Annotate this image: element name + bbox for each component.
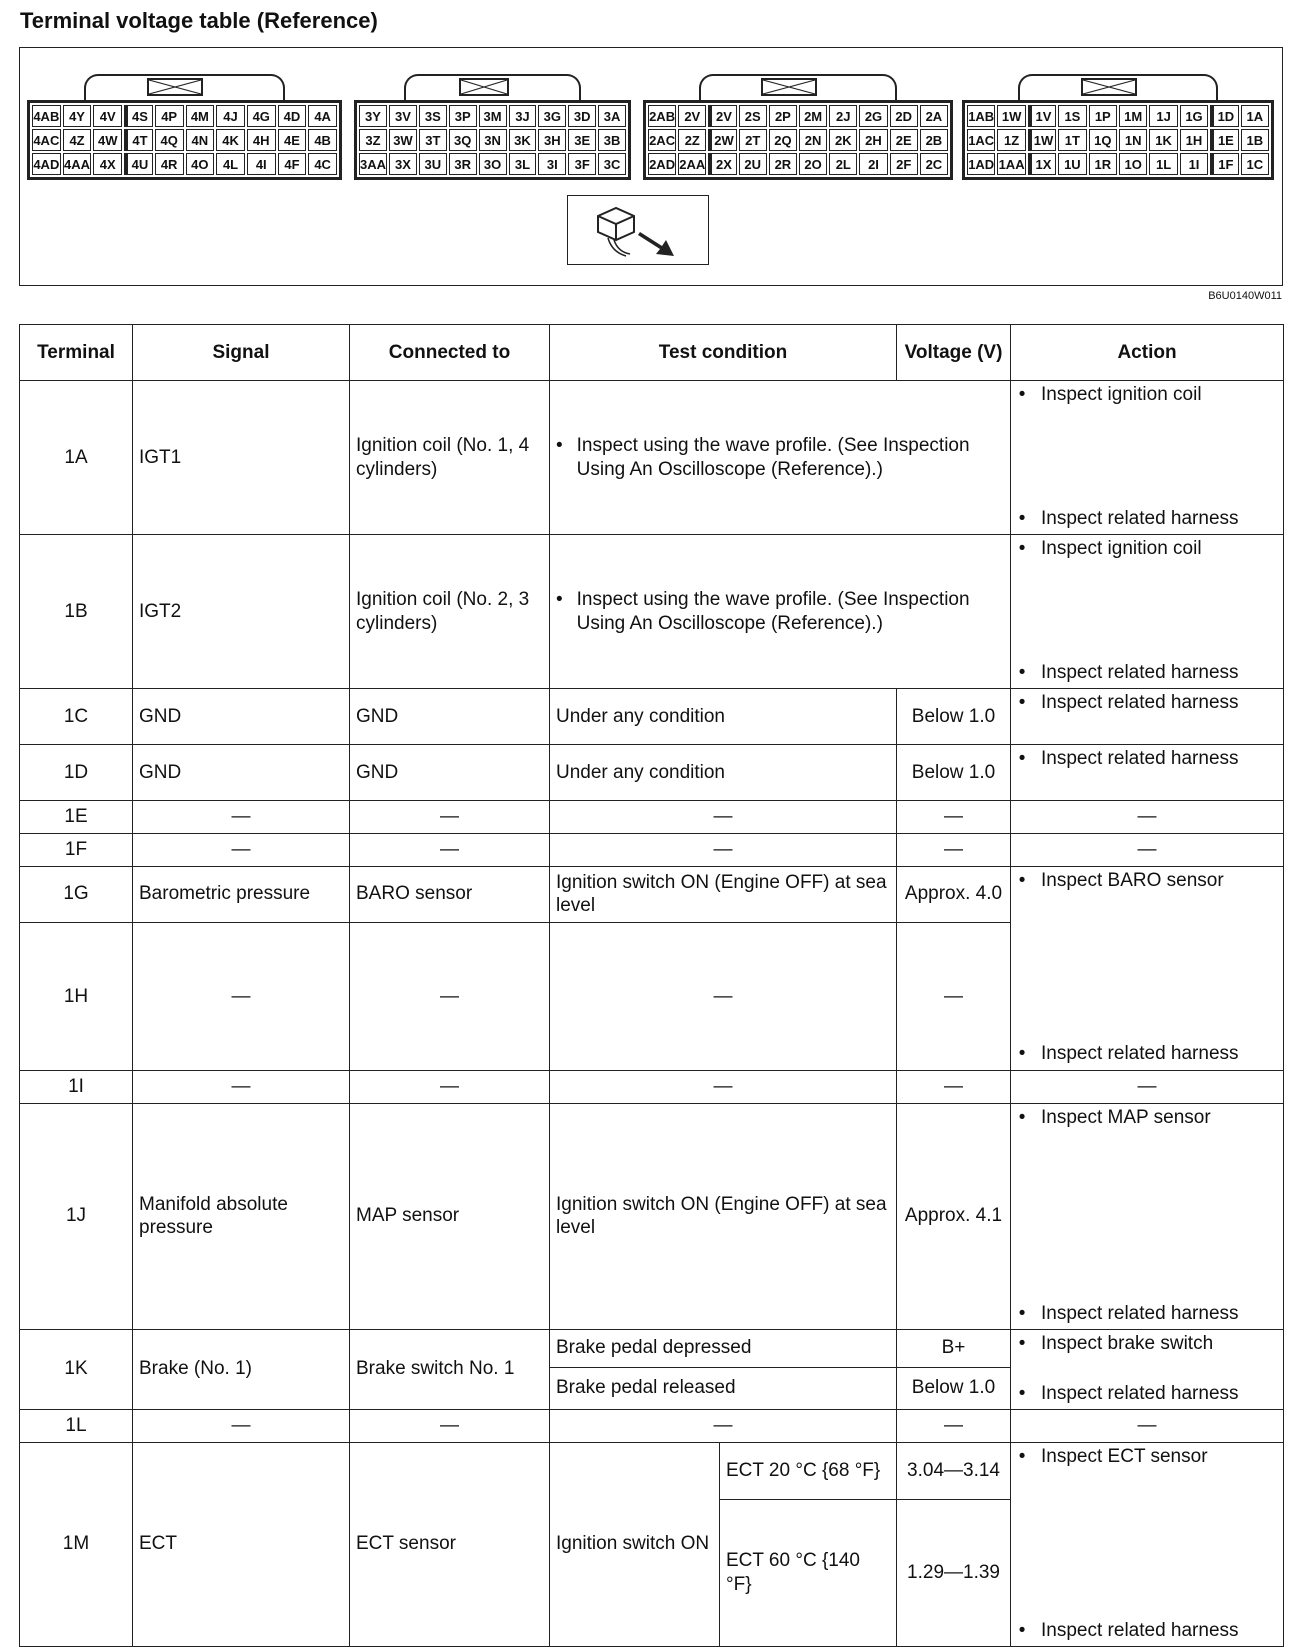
- test-cell: Under any condition: [550, 689, 897, 745]
- terminal-cell: 1L: [20, 1409, 133, 1442]
- pin-3P: 3P: [449, 105, 477, 127]
- pin-4P: 4P: [155, 105, 184, 127]
- signal-cell: GND: [133, 689, 350, 745]
- pin-2A: 2A: [920, 105, 948, 127]
- pin-1AD: 1AD: [967, 153, 995, 175]
- connector-1: [962, 100, 1274, 180]
- pin-4T: 4T: [124, 129, 153, 151]
- action-text: • Inspect ignition coil: [1041, 384, 1202, 405]
- pin-2V: 2V: [708, 105, 736, 127]
- action-cell: [1011, 866, 1284, 1071]
- pin-1Z: 1Z: [997, 129, 1025, 151]
- action-cell: [1011, 1329, 1284, 1409]
- connected-cell: GND: [350, 689, 550, 745]
- pin-2N: 2N: [799, 129, 827, 151]
- pin-3H: 3H: [538, 129, 566, 151]
- test-text: • Inspect using the wave profile. (See Inspection Using An Oscilloscope (Reference).): [576, 434, 970, 480]
- action-text: • Inspect related harness: [1041, 508, 1239, 530]
- pin-3S: 3S: [419, 105, 447, 127]
- pin-4H: 4H: [247, 129, 276, 151]
- pin-1C: 1C: [1241, 153, 1269, 175]
- action-cell: —: [1011, 833, 1284, 866]
- header-voltage: Voltage (V): [897, 325, 1011, 381]
- header-terminal: Terminal: [20, 325, 133, 381]
- pin-1L: 1L: [1149, 153, 1177, 175]
- table-row: [20, 1329, 1284, 1367]
- pin-1AC: 1AC: [967, 129, 995, 151]
- pin-2P: 2P: [769, 105, 797, 127]
- pin-4W: 4W: [93, 129, 122, 151]
- pin-3L: 3L: [509, 153, 537, 175]
- pin-4D: 4D: [278, 105, 307, 127]
- signal-cell: Barometric pressure: [133, 866, 350, 923]
- test-cell: Ignition switch ON (Engine OFF) at sea level: [550, 1103, 897, 1329]
- action-item: [1017, 659, 1277, 687]
- pin-3K: 3K: [509, 129, 537, 151]
- action-cell: [1011, 1442, 1284, 1646]
- pin-2V: 2V: [678, 105, 706, 127]
- pin-3Q: 3Q: [449, 129, 477, 151]
- pin-1A: 1A: [1241, 105, 1269, 127]
- subtest-cell: ECT 20 °C {68 °F}: [720, 1442, 897, 1499]
- table-row: [20, 745, 1284, 801]
- pin-4B: 4B: [308, 129, 337, 151]
- action-text: • Inspect related harness: [1041, 692, 1239, 713]
- pin-1G: 1G: [1180, 105, 1208, 127]
- pin-1M: 1M: [1119, 105, 1147, 127]
- pin-4Y: 4Y: [63, 105, 92, 127]
- test-cell: Ignition switch ON: [550, 1442, 720, 1646]
- pin-3E: 3E: [568, 129, 596, 151]
- pin-1T: 1T: [1058, 129, 1086, 151]
- connector-4: [27, 100, 342, 180]
- pin-4E: 4E: [278, 129, 307, 151]
- action-item: [1017, 689, 1277, 717]
- voltage-cell: B+: [897, 1329, 1011, 1367]
- voltage-cell: Approx. 4.0: [897, 866, 1011, 923]
- terminal-cell: 1I: [20, 1071, 133, 1104]
- action-text: • Inspect ECT sensor: [1041, 1445, 1208, 1467]
- test-cell: —: [550, 1409, 897, 1442]
- connected-cell: Ignition coil (No. 2, 3 cylinders): [350, 535, 550, 689]
- test-cell: —: [550, 1071, 897, 1104]
- pin-3N: 3N: [479, 129, 507, 151]
- pin-2L: 2L: [829, 153, 857, 175]
- connected-cell: ECT sensor: [350, 1442, 550, 1646]
- signal-cell: GND: [133, 745, 350, 801]
- connected-cell: —: [350, 1071, 550, 1104]
- voltage-cell: Below 1.0: [897, 689, 1011, 745]
- test-cell: —: [550, 801, 897, 834]
- pin-4Z: 4Z: [63, 129, 92, 151]
- terminal-cell: 1G: [20, 866, 133, 923]
- signal-cell: —: [133, 833, 350, 866]
- test-cell: Under any condition: [550, 745, 897, 801]
- pin-2Z: 2Z: [678, 129, 706, 151]
- pin-3F: 3F: [568, 153, 596, 175]
- pin-1R: 1R: [1089, 153, 1117, 175]
- pin-4O: 4O: [186, 153, 215, 175]
- pin-4S: 4S: [124, 105, 153, 127]
- pin-2B: 2B: [920, 129, 948, 151]
- action-text: • Inspect related harness: [1041, 1619, 1239, 1641]
- signal-cell: IGT2: [133, 535, 350, 689]
- pin-4AB: 4AB: [32, 105, 61, 127]
- pin-3D: 3D: [568, 105, 596, 127]
- header-connected-to: Connected to: [350, 325, 550, 381]
- connected-cell: MAP sensor: [350, 1103, 550, 1329]
- pin-1Q: 1Q: [1089, 129, 1117, 151]
- connector-latch: [761, 78, 817, 96]
- connector-latch: [147, 78, 204, 96]
- pin-4R: 4R: [155, 153, 184, 175]
- pin-1F: 1F: [1210, 153, 1238, 175]
- voltage-cell: Approx. 4.1: [897, 1103, 1011, 1329]
- pin-1N: 1N: [1119, 129, 1147, 151]
- pin-1V: 1V: [1028, 105, 1056, 127]
- pin-1J: 1J: [1149, 105, 1177, 127]
- pin-3O: 3O: [479, 153, 507, 175]
- voltage-cell: Below 1.0: [897, 745, 1011, 801]
- action-item: [1017, 1330, 1277, 1358]
- pin-4C: 4C: [308, 153, 337, 175]
- action-cell: [1011, 689, 1284, 745]
- connected-cell: —: [350, 923, 550, 1071]
- pin-3V: 3V: [389, 105, 417, 127]
- pin-2AD: 2AD: [648, 153, 676, 175]
- terminal-cell: 1D: [20, 745, 133, 801]
- test-cell: [550, 535, 1011, 689]
- page-title: Terminal voltage table (Reference): [20, 8, 378, 33]
- pin-2K: 2K: [829, 129, 857, 151]
- pin-1U: 1U: [1058, 153, 1086, 175]
- pin-2F: 2F: [890, 153, 918, 175]
- pin-1E: 1E: [1210, 129, 1238, 151]
- table-row: [20, 801, 1284, 834]
- pin-4AD: 4AD: [32, 153, 61, 175]
- signal-cell: —: [133, 801, 350, 834]
- table-row: [20, 535, 1284, 689]
- pin-2D: 2D: [890, 105, 918, 127]
- table-row: [20, 1409, 1284, 1442]
- pin-2AC: 2AC: [648, 129, 676, 151]
- subtest-cell: ECT 60 °C {140 °F}: [720, 1499, 897, 1646]
- pin-2M: 2M: [799, 105, 827, 127]
- pin-2I: 2I: [859, 153, 887, 175]
- signal-cell: —: [133, 1071, 350, 1104]
- pin-4F: 4F: [278, 153, 307, 175]
- pin-2C: 2C: [920, 153, 948, 175]
- signal-cell: Manifold absolute pressure: [133, 1103, 350, 1329]
- connected-cell: GND: [350, 745, 550, 801]
- connected-cell: —: [350, 801, 550, 834]
- terminal-cell: 1K: [20, 1329, 133, 1409]
- pin-1B: 1B: [1241, 129, 1269, 151]
- action-item: [1017, 1104, 1277, 1132]
- action-cell: —: [1011, 1409, 1284, 1442]
- action-item: [1017, 1300, 1277, 1328]
- pin-1S: 1S: [1058, 105, 1086, 127]
- pin-3M: 3M: [479, 105, 507, 127]
- signal-cell: ECT: [133, 1442, 350, 1646]
- pin-3A: 3A: [598, 105, 626, 127]
- pin-1K: 1K: [1149, 129, 1177, 151]
- voltage-cell: 3.04—3.14: [897, 1442, 1011, 1499]
- table-row: [20, 1103, 1284, 1329]
- pin-3AA: 3AA: [359, 153, 387, 175]
- pin-3G: 3G: [538, 105, 566, 127]
- terminal-cell: 1J: [20, 1103, 133, 1329]
- terminal-cell: 1M: [20, 1442, 133, 1646]
- pin-3R: 3R: [449, 153, 477, 175]
- action-text: • Inspect related harness: [1041, 662, 1239, 684]
- pin-4M: 4M: [186, 105, 215, 127]
- pin-2AB: 2AB: [648, 105, 676, 127]
- table-row: [20, 381, 1284, 535]
- action-cell: [1011, 745, 1284, 801]
- connected-cell: Brake switch No. 1: [350, 1329, 550, 1409]
- pin-4G: 4G: [247, 105, 276, 127]
- pin-1H: 1H: [1180, 129, 1208, 151]
- test-cell: —: [550, 923, 897, 1071]
- test-cell: [550, 381, 1011, 535]
- terminal-voltage-table: [19, 324, 1284, 1647]
- figure-code: B6U0140W011: [1208, 290, 1282, 302]
- pin-4I: 4I: [247, 153, 276, 175]
- action-text: • Inspect MAP sensor: [1041, 1106, 1211, 1128]
- terminal-cell: 1H: [20, 923, 133, 1071]
- connector-view-icon: [567, 195, 709, 265]
- terminal-cell: 1C: [20, 689, 133, 745]
- connected-cell: —: [350, 833, 550, 866]
- voltage-cell: —: [897, 923, 1011, 1071]
- terminal-cell: 1A: [20, 381, 133, 535]
- pin-3Y: 3Y: [359, 105, 387, 127]
- action-item: [1017, 1443, 1277, 1471]
- signal-cell: —: [133, 1409, 350, 1442]
- test-cell: Ignition switch ON (Engine OFF) at sea level: [550, 866, 897, 923]
- terminal-cell: 1F: [20, 833, 133, 866]
- pin-4Q: 4Q: [155, 129, 184, 151]
- pin-1AA: 1AA: [997, 153, 1025, 175]
- pin-3X: 3X: [389, 153, 417, 175]
- pin-2AA: 2AA: [678, 153, 706, 175]
- pin-2J: 2J: [829, 105, 857, 127]
- pin-1I: 1I: [1180, 153, 1208, 175]
- table-row: [20, 689, 1284, 745]
- pin-4J: 4J: [216, 105, 245, 127]
- connected-cell: BARO sensor: [350, 866, 550, 923]
- connector-diagram: [19, 47, 1283, 286]
- pin-2W: 2W: [708, 129, 736, 151]
- pin-4A: 4A: [308, 105, 337, 127]
- signal-cell: IGT1: [133, 381, 350, 535]
- voltage-cell: —: [897, 801, 1011, 834]
- voltage-cell: 1.29—1.39: [897, 1499, 1011, 1646]
- action-text: • Inspect ignition coil: [1041, 538, 1202, 559]
- pin-3B: 3B: [598, 129, 626, 151]
- action-text: • Inspect related harness: [1041, 1303, 1239, 1324]
- action-cell: [1011, 535, 1284, 689]
- voltage-cell: —: [897, 1409, 1011, 1442]
- pin-3U: 3U: [419, 153, 447, 175]
- action-cell: —: [1011, 1071, 1284, 1104]
- test-text: • Inspect using the wave profile. (See Inspection Using An Oscilloscope (Reference).): [576, 588, 970, 634]
- action-text: • Inspect brake switch: [1041, 1332, 1214, 1354]
- action-text: • Inspect related harness: [1041, 1383, 1239, 1404]
- pin-2O: 2O: [799, 153, 827, 175]
- pin-1W: 1W: [1028, 129, 1056, 151]
- connector-2: [643, 100, 953, 180]
- test-cell: Brake pedal released: [550, 1367, 897, 1409]
- pin-1D: 1D: [1210, 105, 1238, 127]
- connected-cell: Ignition coil (No. 1, 4 cylinders): [350, 381, 550, 535]
- connected-cell: —: [350, 1409, 550, 1442]
- action-item: [1017, 1380, 1277, 1408]
- pin-2Q: 2Q: [769, 129, 797, 151]
- pin-3I: 3I: [538, 153, 566, 175]
- table-row: [20, 1442, 1284, 1499]
- pin-2G: 2G: [859, 105, 887, 127]
- pin-1AB: 1AB: [967, 105, 995, 127]
- test-cell: Brake pedal depressed: [550, 1329, 897, 1367]
- voltage-cell: —: [897, 1071, 1011, 1104]
- pin-1P: 1P: [1089, 105, 1117, 127]
- action-cell: —: [1011, 801, 1284, 834]
- action-cell: [1011, 1103, 1284, 1329]
- table-row: [20, 1071, 1284, 1104]
- terminal-cell: 1B: [20, 535, 133, 689]
- pin-1O: 1O: [1119, 153, 1147, 175]
- pin-3C: 3C: [598, 153, 626, 175]
- signal-cell: —: [133, 923, 350, 1071]
- pin-2E: 2E: [890, 129, 918, 151]
- voltage-cell: Below 1.0: [897, 1367, 1011, 1409]
- pin-2T: 2T: [739, 129, 767, 151]
- pin-4K: 4K: [216, 129, 245, 151]
- pin-4L: 4L: [216, 153, 245, 175]
- header-signal: Signal: [133, 325, 350, 381]
- pin-1X: 1X: [1028, 153, 1056, 175]
- header-action: Action: [1011, 325, 1284, 381]
- pin-3J: 3J: [509, 105, 537, 127]
- action-item: [1017, 867, 1277, 895]
- action-cell: [1011, 381, 1284, 535]
- connector-latch: [459, 78, 509, 96]
- pin-3Z: 3Z: [359, 129, 387, 151]
- pin-4V: 4V: [93, 105, 122, 127]
- table-header: [20, 325, 1284, 381]
- action-item: [1017, 505, 1277, 533]
- test-cell: —: [550, 833, 897, 866]
- pin-4N: 4N: [186, 129, 215, 151]
- pin-4AC: 4AC: [32, 129, 61, 151]
- pin-3W: 3W: [389, 129, 417, 151]
- pin-2H: 2H: [859, 129, 887, 151]
- action-item: [1017, 381, 1277, 409]
- pin-2R: 2R: [769, 153, 797, 175]
- terminal-cell: 1E: [20, 801, 133, 834]
- action-item: [1017, 1617, 1277, 1645]
- pin-4AA: 4AA: [63, 153, 92, 175]
- header-test-condition: Test condition: [550, 325, 897, 381]
- pin-2S: 2S: [739, 105, 767, 127]
- pin-4U: 4U: [124, 153, 153, 175]
- action-item: [1017, 745, 1277, 773]
- action-text: • Inspect related harness: [1041, 748, 1239, 769]
- action-item: [1017, 1040, 1277, 1068]
- table-row: [20, 866, 1284, 923]
- pin-1W: 1W: [997, 105, 1025, 127]
- connector-latch: [1081, 78, 1137, 96]
- pin-3T: 3T: [419, 129, 447, 151]
- action-text: • Inspect BARO sensor: [1041, 869, 1224, 891]
- connector-3: [354, 100, 631, 180]
- action-text: • Inspect related harness: [1041, 1042, 1239, 1064]
- pin-4X: 4X: [93, 153, 122, 175]
- action-item: [1017, 535, 1277, 563]
- pin-2X: 2X: [708, 153, 736, 175]
- voltage-cell: —: [897, 833, 1011, 866]
- signal-cell: Brake (No. 1): [133, 1329, 350, 1409]
- pin-2U: 2U: [739, 153, 767, 175]
- table-row: [20, 833, 1284, 866]
